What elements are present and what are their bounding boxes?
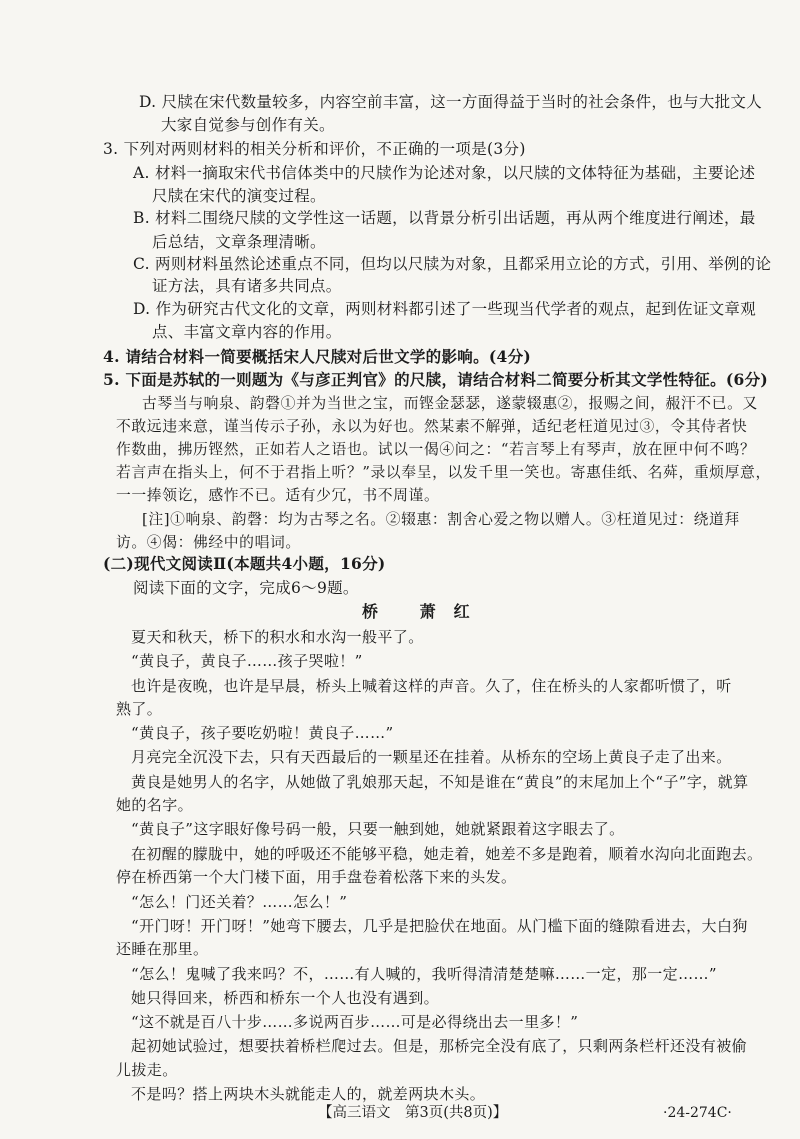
option-3d-line-1: D. 尺牍在宋代数量较多，内容空前丰富，这一方面得益于当时的社会条件，也与大批文人: [139, 93, 763, 111]
story-paragraph: 黄良是她男人的名字，从她做了乳娘那天起，不知是谁在“黄良”的末尾加上个“子”字，就算: [131, 773, 749, 791]
story-paragraph: 起初她试验过，想要扶着桥栏爬过去。但是，那桥完全没有底了，只剩两条栏杆还没有被偷: [131, 1037, 748, 1055]
question-5: 5. 下面是苏轼的一则题为《与彦正判官》的尺牍，请结合材料二简要分析其文学性特征。(6分): [103, 370, 769, 389]
page-footer: [0, 1101, 800, 1125]
story-paragraph: “黄良子，孩子要吃奶啦！黄良子……”: [131, 724, 394, 742]
reading-instruction: 阅读下面的文字，完成6～9题。: [133, 579, 359, 597]
option-a-line-1: A. 材料一摘取宋代书信体类中的尺牍作为论述对象，以尺牍的文体特征为基础，主要论述: [133, 164, 756, 182]
story-paragraph: 停在桥西第一个大门楼下面，用手盘卷着松落下来的头发。: [116, 868, 517, 886]
option-c-line-1: C. 两则材料虽然论述重点不同，但均以尺牍为对象，且都采用立论的方式，引用、举例的论: [133, 255, 772, 273]
letter-text-line-1: 古琴当与响泉、韵磬①并为当世之宝，而铿金瑟瑟，遂蒙辍惠②，报赐之间，赧汗不已。又: [142, 395, 758, 412]
page-number: 【高三语文 第3页(共8页)】: [318, 1105, 508, 1121]
option-a-line-2: 尺牍在宋代的演变过程。: [152, 187, 326, 205]
story-paragraph: “黄良子”这字眼好像号码一般，只要一触到她，她就紧跟着这字眼去了。: [131, 820, 625, 838]
story-paragraph: “黄良子，黄良子……孩子哭啦！”: [131, 652, 363, 670]
section-heading: (二)现代文阅读Ⅱ(本题共4小题，16分): [103, 554, 386, 573]
story-paragraph: 熟了。: [116, 700, 163, 718]
question-3-stem: 3. 下列对两则材料的相关分析和评价，不正确的一项是(3分): [103, 140, 526, 158]
exam-code: ·24-274C·: [663, 1105, 732, 1121]
story-paragraph: “这不就是百八十步……多说两百步……可是必得绕出去一里多！”: [131, 1013, 579, 1031]
option-d-line-2: 点、丰富文章内容的作用。: [152, 323, 342, 341]
story-title: 桥 萧红: [362, 602, 488, 621]
story-paragraph: 她的名字。: [116, 796, 194, 814]
letter-text-line-5: 一一捧领讫，感怍不已。适有少冗，书不周谨。: [116, 487, 440, 504]
story-paragraph: “怎么！门还关着？……怎么！”: [131, 893, 348, 911]
option-b-line-1: B. 材料二围绕尺牍的文学性这一话题，以背景分析引出话题，再从两个维度进行阐述，最: [133, 209, 756, 227]
story-paragraph: 儿拔走。: [116, 1061, 178, 1079]
story-paragraph: “开门呀！开门呀！”她弯下腰去，几乎是把脸伏在地面。从门槛下面的缝隙看进去，大白狗: [131, 917, 748, 935]
note-line-2: 访。④偈：佛经中的唱词。: [116, 534, 301, 551]
option-c-line-2: 证方法，具有诸多共同点。: [152, 277, 342, 295]
story-paragraph: “怎么！鬼喊了我来吗？不，……有人喊的，我听得清清楚楚嘛……一定，那一定……”: [131, 965, 717, 983]
story-paragraph: 也许是夜晚，也许是早晨，桥头上喊着这样的声音。久了，住在桥头的人家都听惯了，听: [131, 677, 732, 695]
option-3d-line-2: 大家自觉参与创作有关。: [161, 116, 335, 134]
letter-text-line-3: 作数曲，拂历铿然，正如若人之语也。试以一偈④问之：“若言琴上有琴声，放在匣中何不鸣？: [116, 441, 756, 458]
question-4: 4. 请结合材料一简要概括宋人尺牍对后世文学的影响。(4分): [103, 347, 532, 366]
story-paragraph: 她只得回来，桥西和桥东一个人也没有遇到。: [131, 989, 440, 1007]
note-line-1: [注]①响泉、韵磬：均为古琴之名。②辍惠：割舍心爱之物以赠人。③枉道见过：绕道拜: [142, 511, 740, 528]
option-d-line-1: D. 作为研究古代文化的文章，两则材料都引述了一些现当代学者的观点，起到佐证文章观: [133, 300, 757, 318]
story-paragraph: 在初醒的朦胧中，她的呼吸还不能够平稳，她走着，她差不多是跑着，顺着水沟向北面跑去。: [131, 845, 763, 863]
option-b-line-2: 后总结，文章条理清晰。: [152, 233, 326, 251]
letter-text-line-4: 若言声在指头上，何不于君指上听？”录以奉呈，以发千里一笑也。寄惠佳纸、名荈，重烦厚意，: [116, 464, 771, 481]
letter-text-line-2: 不敢远违来意，谨当传示子孙，永以为好也。然某素不解弹，适纪老枉道见过③，令其侍者快: [116, 418, 748, 435]
story-paragraph: 还睡在那里。: [116, 940, 209, 958]
story-paragraph: 月亮完全沉没下去，只有天西最后的一颗星还在挂着。从桥东的空场上黄良子走了出来。: [131, 748, 732, 766]
story-paragraph: 不是吗？搭上两块木头就能走人的，就差两块木头。: [131, 1085, 486, 1103]
story-paragraph: 夏天和秋天，桥下的积水和水沟一般平了。: [131, 628, 424, 646]
